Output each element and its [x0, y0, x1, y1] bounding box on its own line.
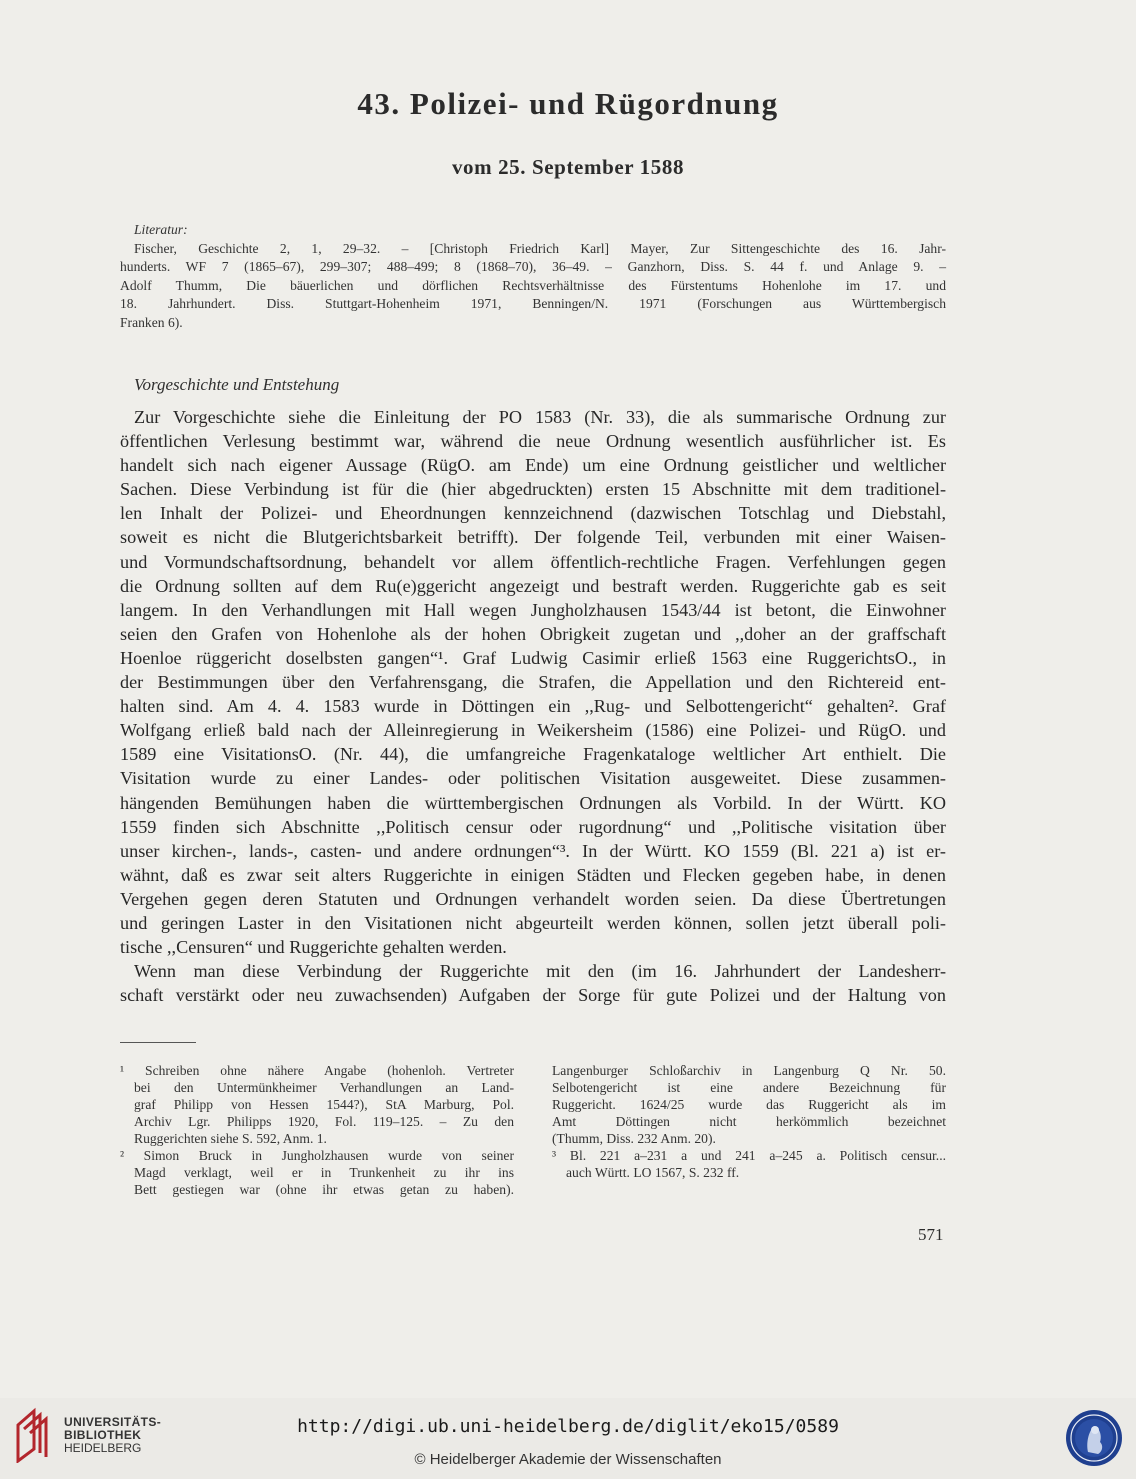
page-title: 43. Polizei- und Rügordnung [357, 86, 779, 121]
body-line: len Inhalt der Polizei- und Eheordnungen kennzeichnend (dazwischen Totschlag und Diebstahl, [120, 503, 946, 524]
body-line: hängenden Bemühungen haben die württembergischen Ordnungen als Vorbild. In der Württ. KO [120, 792, 946, 813]
section-heading: Vorgeschichte und Entstehung [134, 375, 340, 394]
footnote-divider [120, 1042, 196, 1043]
body-line: tische ,,Censuren“ und Ruggerichte gehalten werden. [120, 937, 507, 958]
copyright-notice: © Heidelberger Akademie der Wissenschaften [414, 1451, 722, 1468]
footnote-line: Ruggericht. 1624/25 wurde das Ruggericht als im [552, 1097, 946, 1112]
footnote-line: Selbotengericht ist eine andere Bezeichnung für [552, 1080, 946, 1095]
footnote-line: Magd verklagt, weil er in Trunkenheit zu ihr ins [134, 1165, 514, 1180]
body-line: Vergehen gegen deren Statuten und Ordnungen verhandelt worden seien. Da diese Übertretungen [120, 888, 946, 909]
body-line: 1589 eine VisitationsO. (Nr. 44), die umfangreiche Fragenkataloge weltlicher Art enthielt. Die [120, 744, 946, 765]
footnote-line: graf Philipp von Hessen 1544?), StA Marburg, Pol. [134, 1097, 514, 1112]
footnote-line: Langenburger Schloßarchiv in Langenburg Q Nr. 50. [552, 1063, 946, 1078]
body-line: langem. In den Verhandlungen mit Hall wegen Jungholzhausen 1543/44 ist betont, die Einwohner [120, 599, 946, 620]
literature-line: Franken 6). [120, 314, 183, 330]
footnote-line: bei den Untermünkheimer Verhandlungen an Land- [134, 1080, 514, 1095]
body-line: und Vormundschaftsordnung, behandelt vor allem öffentlich-rechtliche Fragen. Verfehlungen gegen [120, 551, 946, 572]
footnote-line: Archiv Lgr. Philipps 1920, Fol. 119–125. – Zu den [134, 1114, 514, 1129]
literature-line: Fischer, Geschichte 2, 1, 29–32. – [Christoph Friedrich Karl] Mayer, Zur Sittengeschichte des 16. Jahr- [134, 240, 946, 256]
library-name-line: UNIVERSITÄTS- [64, 1415, 162, 1429]
footnote-line: auch Württ. LO 1567, S. 232 ff. [566, 1165, 740, 1180]
body-line: Visitation wurde zu einer Landes- oder politischen Visitation ausgeweitet. Diese zusammen- [120, 768, 946, 789]
body-line: halten sind. Am 4. 4. 1583 wurde in Döttingen ein ,,Rug- und Selbottengericht“ gehalten². Graf [120, 696, 946, 717]
literature-line: Adolf Thumm, Die bäuerlichen und dörflichen Rechtsverhältnisse des Fürstentums Hohenlohe im 17. und [120, 277, 946, 293]
literature-line: 18. Jahrhundert. Diss. Stuttgart-Hohenheim 1971, Benningen/N. 1971 (Forschungen aus Württembergisch [120, 296, 946, 311]
permalink-url[interactable]: http://digi.ub.uni-heidelberg.de/diglit/eko15/0589 [297, 1416, 839, 1437]
body-line: soweit es nicht die Blutgerichtsbarkeit betrifft). Der folgende Teil, verbunden mit einer Waisen- [120, 527, 946, 548]
body-line: handelt sich nach eigener Aussage (RügO. am Ende) um eine Ordnung geistlicher und weltlicher [120, 455, 946, 476]
footnote-line: ¹ Schreiben ohne nähere Angabe (hohenloh. Vertreter [120, 1063, 514, 1078]
body-line: unser kirchen-, lands-, casten- und andere ordnungen“³. In der Württ. KO 1559 (Bl. 221 a) ist er- [120, 840, 946, 861]
body-line: Wolfgang erließ bald nach der Alleinregierung in Weikersheim (1586) eine Polizei- und RügO. und [120, 720, 946, 741]
footnote-line: ³ Bl. 221 a–231 a und 241 a–245 a. Politisch censur... [552, 1148, 946, 1163]
body-line: Hoenloe rüggericht doselbsten gangen“¹. Graf Ludwig Casimir erließ 1563 eine RuggerichtsO., in [120, 647, 946, 668]
body-line: seien den Grafen von Hohenlohe als der hohen Obrigkeit zugetan und ,,doher an der graffschaft [120, 623, 946, 644]
body-line: öffentlichen Verlesung bestimmt war, während die neue Ordnung wesentlich ausführlicher ist. Es [120, 431, 946, 452]
footnote-line: Amt Döttingen nicht herkömmlich bezeichnet [552, 1114, 946, 1129]
body-line: und geringen Laster in den Visitationen nicht abgeurteilt werden können, sollen jetzt überall poli- [120, 912, 946, 933]
body-line: Zur Vorgeschichte siehe die Einleitung der PO 1583 (Nr. 33), die als summarische Ordnung zur [134, 407, 946, 427]
footnote-line: ² Simon Bruck in Jungholzhausen wurde von seiner [120, 1148, 514, 1163]
page-subtitle: vom 25. September 1588 [451, 155, 685, 179]
footnotes-right-column [552, 1062, 946, 1181]
footnotes-left-column [120, 1062, 514, 1198]
body-line: schaft verstärkt oder neu zuwachsenden) Aufgaben der Sorge für gute Polizei und der Haltung von [120, 985, 946, 1006]
literature-line: hunderts. WF 7 (1865–67), 299–307; 488–499; 8 (1868–70), 36–49. – Ganzhorn, Diss. S. 44 f. und Anlage 9. – [120, 259, 946, 274]
body-line: die Ordnung sollten auf dem Ru(e)ggericht angezeigt und bestraft werden. Ruggerichte gab es seit [120, 575, 946, 596]
page-number: 571 [918, 1225, 944, 1244]
body-line: Sachen. Diese Verbindung ist für die (hier abgedruckten) ersten 15 Abschnitte mit dem traditionel- [120, 479, 946, 500]
university-seal-icon [1064, 1408, 1124, 1468]
footnote-line: Ruggerichten siehe S. 592, Anm. 1. [134, 1131, 327, 1146]
body-text [120, 405, 946, 1007]
library-name-line: HEIDELBERG [64, 1441, 142, 1455]
body-line: der Bestimmungen über den Verfahrensgang, die Strafen, die Appellation und den Richtereid ent- [120, 672, 946, 693]
body-line: 1559 finden sich Abschnitte ,,Politisch censur oder rugordnung“ und ,,Politische visitation über [120, 816, 946, 837]
body-line: wähnt, daß es zwar seit alters Ruggerichte in einigen Städten und Flecken gegeben habe, in denen [120, 864, 946, 885]
footnote-line: (Thumm, Diss. 232 Anm. 20). [552, 1131, 716, 1146]
library-name-line: BIBLIOTHEK [64, 1428, 142, 1442]
literature-label: Literatur: [134, 222, 188, 237]
literature-block [120, 221, 946, 332]
body-line: Wenn man diese Verbindung der Ruggerichte mit den (im 16. Jahrhundert der Landesherr- [134, 961, 946, 982]
footnote-line: Bett gestiegen war (ohne ihr etwas getan zu haben). [134, 1182, 514, 1197]
